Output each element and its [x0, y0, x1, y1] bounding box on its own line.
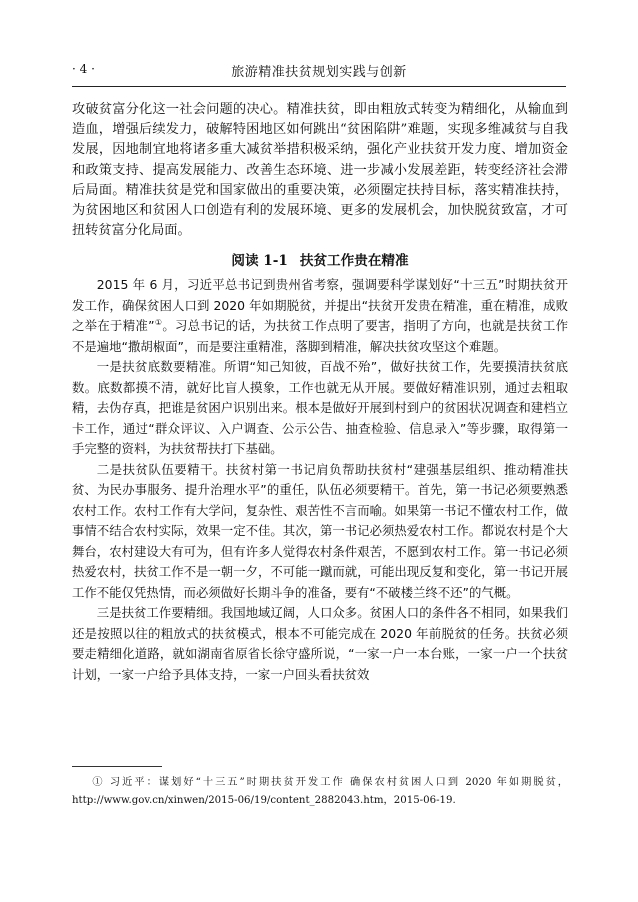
- page-body: [72, 100, 568, 685]
- header-divider: [72, 86, 566, 87]
- reading-label: 阅读 1-1: [231, 253, 288, 270]
- reading-heading: [72, 251, 568, 271]
- running-header: [72, 60, 566, 84]
- reading-paragraph-1: [72, 275, 568, 357]
- reading-paragraph-1-rest: 。习总书记的话，为扶贫工作点明了要害，指明了方向，也就是扶贫工作不是遍地“撒胡椒面”，而是要注重精准，落脚到精准，解决扶贫攻坚这个难题。: [72, 318, 569, 354]
- reading-box: [72, 275, 568, 685]
- footnote-divider: [72, 766, 162, 767]
- footnote: ① 习近平：谋划好“十三五”时期扶贫开发工作 确保农村贫困人口到 2020 年如期脱贫，http://www.gov.cn/xinwen/2015-06/19/content_2882043.htm，2015-06-19.: [72, 777, 568, 806]
- book-title: 旅游精准扶贫规划实践与创新: [231, 65, 407, 80]
- page-number: · 4 ·: [72, 62, 95, 76]
- reading-paragraph-2: 一是扶贫底数要精准。所谓“知己知彼，百战不殆”，做好扶贫工作，先要摸清扶贫底数。底数都摸不清，就好比盲人摸象，工作也就无从开展。要做好精准识别，通过去粗取精，去伪存真，把谁是贫困户识别出来。根本是做好开展到村到户的贫困状况调查和建档立卡工作，通过“群众评议、入户调查、公示公告、抽查检验、信息录入”等步骤，取得第一手完整的资料，为扶贫帮扶打下基础。: [72, 359, 568, 457]
- intro-paragraph: 攻破贫富分化这一社会问题的决心。精准扶贫，即由粗放式转变为精细化，从输血到造血，增强后续发力，破解特困地区如何跳出“贫困陷阱”难题，实现多维减贫与自我发展，因地制宜地将诸多重大减贫举措积极采纳，强化产业扶贫开发力度、增加资金和政策支持、提高发展能力、改善生态环境、进一步减小发展差距，转变经济社会滞后局面。精准扶贫是党和国家做出的重要决策，必须圈定扶持目标，落实精准扶持，为贫困地区和贫困人口创造有利的发展环境、更多的发展机会，加快脱贫致富，才可扭转贫富分化局面。: [72, 102, 568, 239]
- reading-paragraph-4: 三是扶贫工作要精细。我国地域辽阔，人口众多。贫困人口的条件各不相同，如果我们还是按照以往的粗放式的扶贫模式，根本不可能完成在 2020 年前脱贫的任务。扶贫必须要走精细化道路，就如湖南省原省长徐守盛所说，“一家一户一本台账，一家一户一个扶贫计划，一家一户给予具体支持，一家一户回头看扶贫效: [72, 605, 568, 682]
- reading-paragraph-3: 二是扶贫队伍要精干。扶贫村第一书记肩负帮助扶贫村“建强基层组织、推动精准扶贫、为民办事服务、提升治理水平”的重任，队伍必须要精干。首先，第一书记必须要熟悉农村工作。农村工作有大学问，复杂性、艰苦性不言而喻。如果第一书记不懂农村工作，做事情不结合农村实际，效果一定不佳。其次，第一书记必须热爱农村工作。都说农村是个大舞台，农村建设大有可为，但有许多人觉得农村条件艰苦，不愿到农村工作。第一书记必须热爱农村，扶贫工作不是一朝一夕，不可能一蹴而就，可能出现反复和变化，第一书记开展工作不能仅凭热情，而必须做好长期斗争的准备，要有“不破楼兰终不还”的气概。: [72, 461, 568, 600]
- reading-title: 扶贫工作贵在精准: [299, 253, 409, 270]
- reading-paragraph-1-text: 2015 年 6 月，习近平总书记到贵州省考察，强调要科学谋划好“十三五”时期扶贫开发工作，确保贫困人口到 2020 年如期脱贫，并提出“扶贫开发贵在精准，重在精准，成败之举在于精准”: [72, 277, 568, 334]
- footnote-reference[interactable]: ①: [154, 318, 163, 328]
